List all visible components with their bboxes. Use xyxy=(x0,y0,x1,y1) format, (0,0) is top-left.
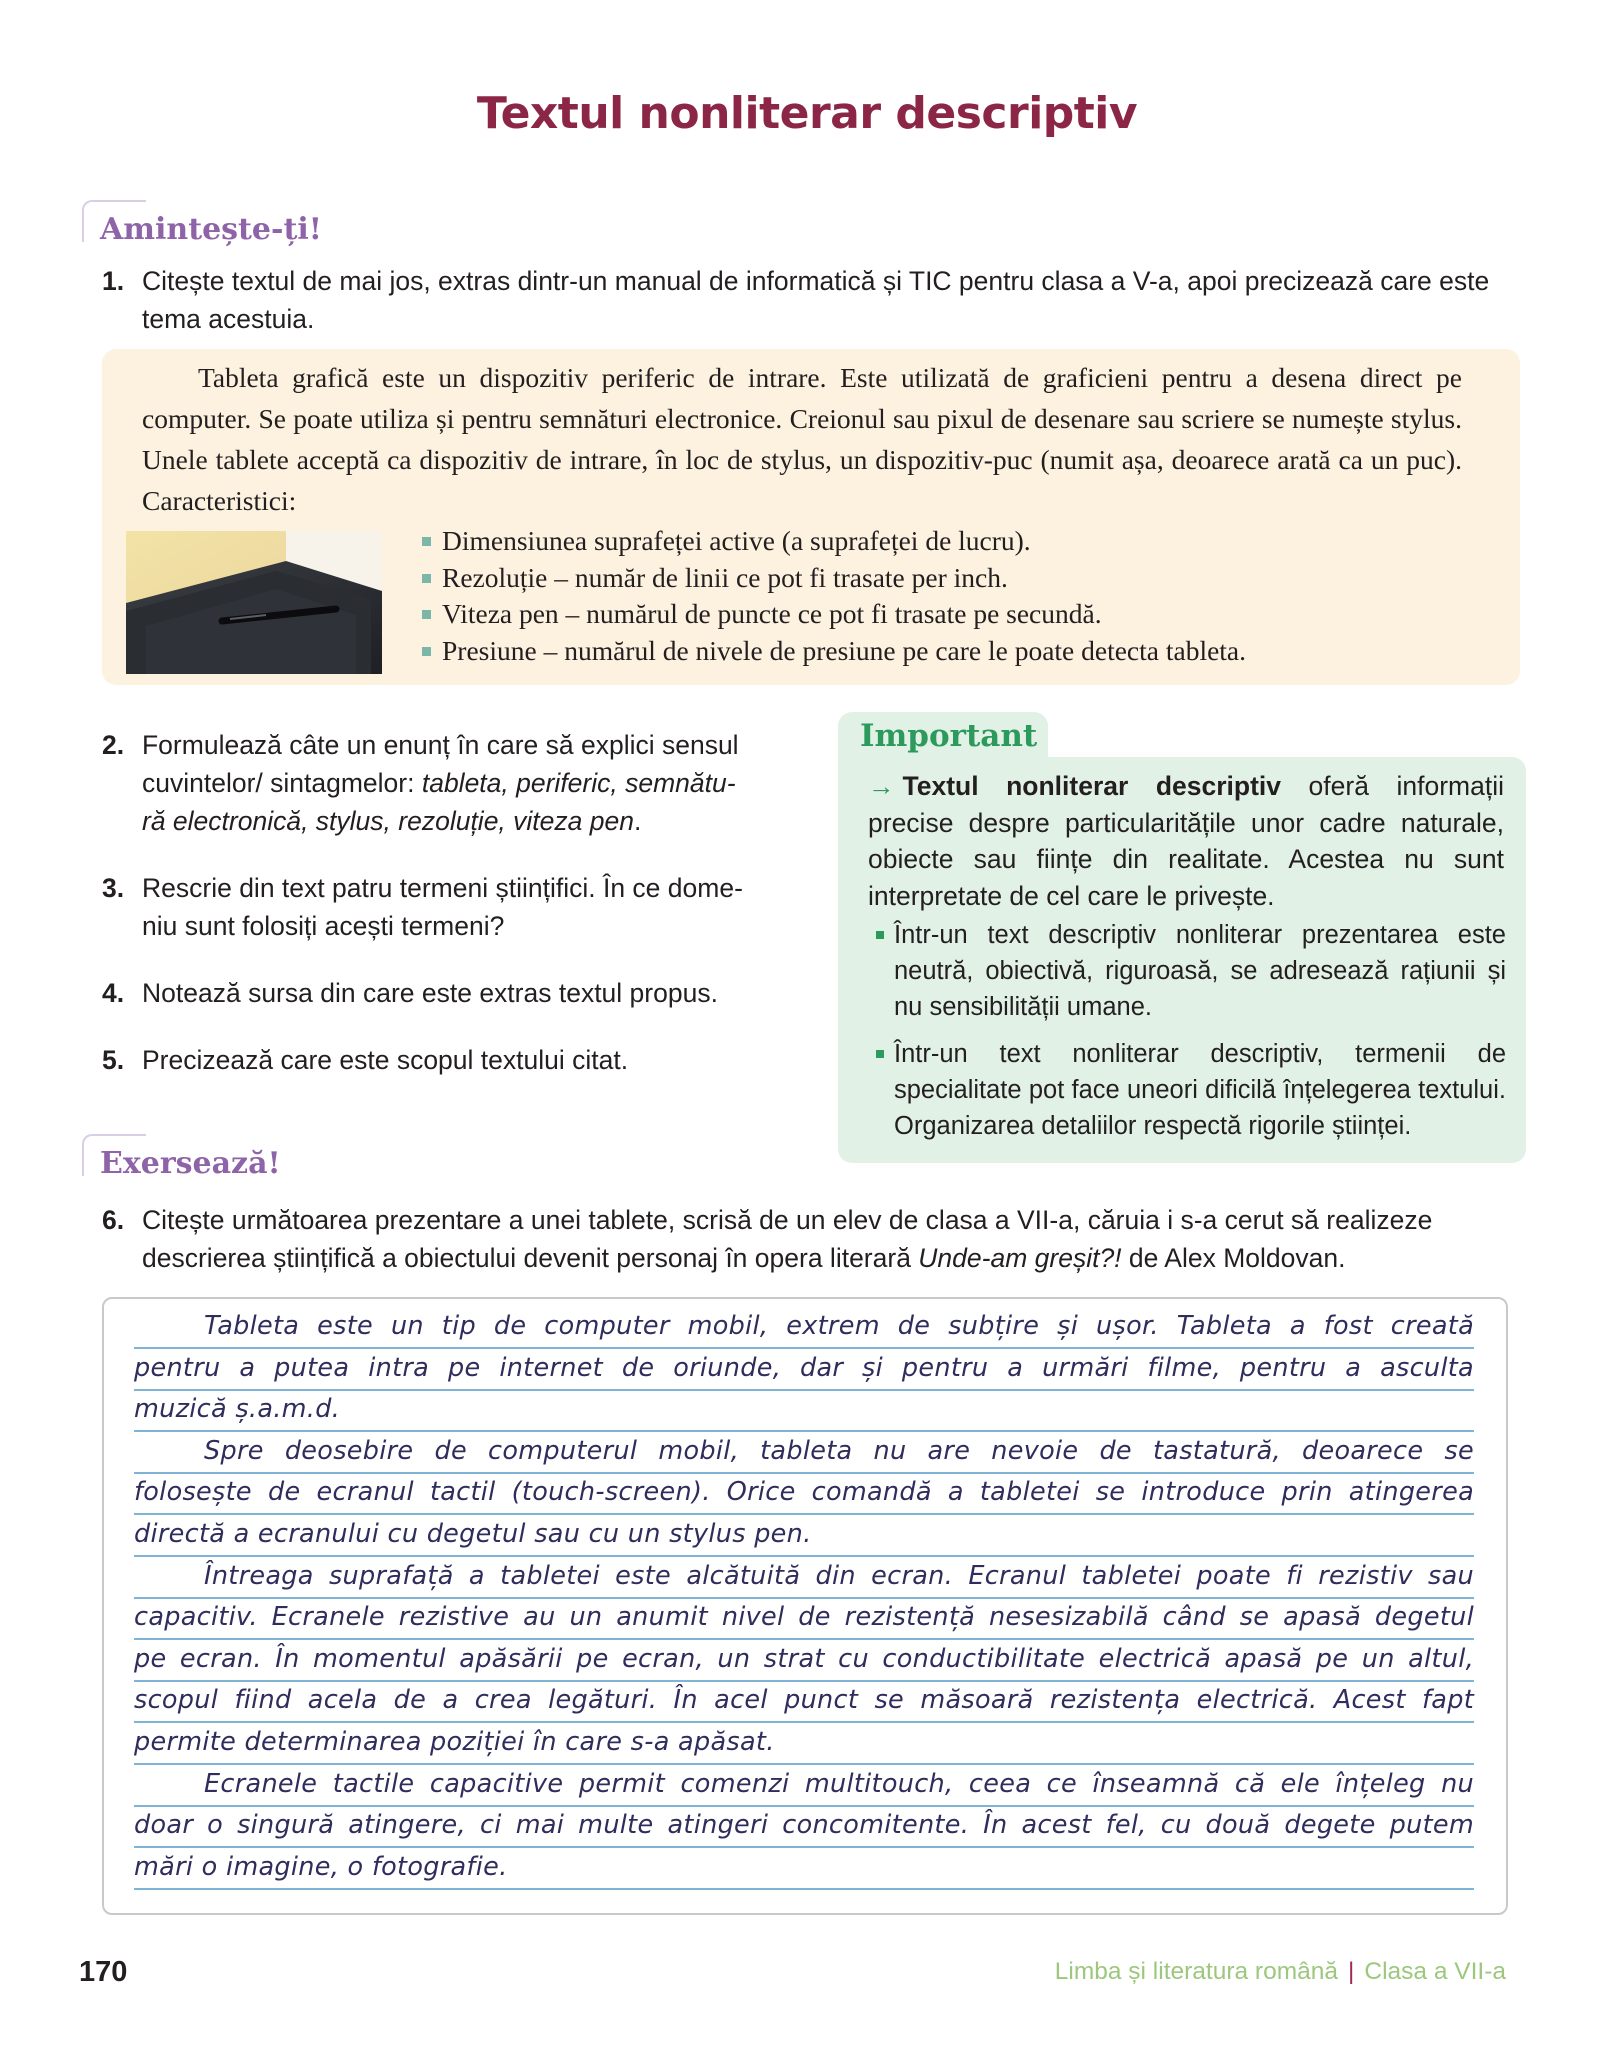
square-bullet-icon xyxy=(422,647,431,656)
handwritten-line: folosește de ecranul tactil (touch-screen). Orice comandă a tabletei se introduce prin atingerea xyxy=(134,1477,1474,1508)
important-definition: → Textul nonliterar descriptiv oferă informații precise despre particularitățile unor cadre naturale, obiecte sau ființe din realitate. Acestea nu sunt interpretate de cel care le privește. xyxy=(868,771,1504,911)
important-bullet: Într-un text nonliterar descriptiv, termenii de specialitate pot face uneori dificilă înțelegerea textului. Organizarea detaliilor respectă rigorile științei. xyxy=(876,1036,1506,1144)
exercise-2 xyxy=(102,726,792,840)
arrow-right-icon: → xyxy=(868,771,895,801)
ruled-line xyxy=(134,1638,1474,1640)
exercise-5 xyxy=(102,1041,792,1079)
exercise-number: 2. xyxy=(102,730,125,760)
ruled-line xyxy=(134,1846,1474,1848)
features-list xyxy=(422,523,1246,669)
exercise-text: Notează sursa din care este extras textul propus. xyxy=(142,978,718,1008)
exercise-3 xyxy=(102,869,792,945)
feature-item: Viteza pen – numărul de puncte ce pot fi trasate pe secundă. xyxy=(422,596,1246,633)
exercise-number: 1. xyxy=(102,266,125,296)
handwritten-line: Spre deosebire de computerul mobil, tableta nu are nevoie de tastatură, deoarece se xyxy=(204,1435,1474,1466)
exercise-6 xyxy=(102,1201,1522,1277)
handwritten-line: pentru a putea intra pe internet de oriunde, dar și pentru a urmări filme, pentru a asculta xyxy=(134,1352,1474,1383)
handwritten-line: capacitiv. Ecranele rezistive au un anumit nivel de rezistență nesesizabilă când se apasă degetul xyxy=(134,1602,1474,1633)
handwritten-line: pe ecran. În momentul apăsării pe ecran, un strat cu conductibilitate electrică apasă pe un altul, xyxy=(134,1643,1474,1674)
ruled-line xyxy=(134,1389,1474,1391)
source-paragraph: Tableta grafică este un dispozitiv periferic de intrare. Este utilizată de graficieni pentru a desena direct pe computer. Se poate utiliza și pentru semnături electronice. Creionul sau pixul de desenare sau scriere se numește stylus. Unele tablete acceptă ca dispozitiv de intrare, în loc de stylus, un dispozitiv-puc (numit așa, deoarece arată ca un puc). Caracteristici: xyxy=(142,362,1462,516)
footer-subject: Limba și literatura română xyxy=(1054,1958,1338,1985)
page-number: 170 xyxy=(79,1956,128,1988)
exercise-text: Citește următoarea prezentare a unei tablete, scrisă de un elev de clasa a VII-a, căruia i s-a cerut să realizeze descrierea științifică a obiectului devenit personaj în opera literară Unde-am greșit?! de Alex Moldovan. xyxy=(142,1205,1433,1273)
handwritten-line: scopul fiind acela de a crea legături. În acel punct se măsoară rezistența electrică. Acest fapt xyxy=(134,1685,1474,1716)
exercise-text: Precizează care este scopul textului citat. xyxy=(142,1045,629,1075)
exercise-4 xyxy=(102,974,792,1012)
handwritten-line: directă a ecranului cu degetul sau cu un stylus pen. xyxy=(134,1519,812,1549)
ruled-line xyxy=(134,1513,1474,1515)
handwritten-line: muzică ș.a.m.d. xyxy=(134,1394,341,1425)
ruled-line xyxy=(134,1721,1474,1723)
square-bullet-icon xyxy=(422,574,431,583)
important-heading: Important xyxy=(860,718,1038,754)
exercise-text: Citește textul de mai jos, extras dintr-un manual de informatică și TIC pentru clasa a V-a, apoi precizează care este tema acestuia. xyxy=(142,266,1490,334)
exercise-text: Rescrie din text patru termeni științifici. În ce dome- niu sunt folosiți acești termeni? xyxy=(142,873,743,941)
exercise-number: 6. xyxy=(102,1205,125,1235)
ruled-line xyxy=(134,1430,1474,1432)
footer-separator: | xyxy=(1348,1958,1355,1985)
feature-item: Presiune – numărul de nivele de presiune pe care le poate detecta tableta. xyxy=(422,633,1246,670)
ruled-line xyxy=(134,1472,1474,1474)
graphic-tablet-image xyxy=(126,531,382,674)
exercise-number: 3. xyxy=(102,873,125,903)
footer-grade: Clasa a VII-a xyxy=(1364,1958,1506,1985)
ruled-line xyxy=(134,1680,1474,1682)
square-bullet-icon xyxy=(422,610,431,619)
page-title: Textul nonliterar descriptiv xyxy=(476,88,1138,139)
square-bullet-icon xyxy=(422,537,431,546)
square-bullet-icon xyxy=(876,1050,884,1058)
exercise-1 xyxy=(102,262,1522,338)
handwritten-line: permite determinarea poziției în care s-a apăsat. xyxy=(134,1727,775,1757)
feature-item: Dimensiunea suprafeței active (a suprafeței de lucru). xyxy=(422,523,1246,560)
ruled-line xyxy=(134,1805,1474,1807)
ruled-line xyxy=(134,1888,1474,1890)
ruled-line xyxy=(134,1347,1474,1349)
handwritten-line: mări o imagine, o fotografie. xyxy=(134,1851,508,1882)
ruled-line xyxy=(134,1597,1474,1599)
important-bullet: Într-un text descriptiv nonliterar prezentarea este neutră, obiectivă, riguroasă, se adresează rațiunii și nu sensibilității umane. xyxy=(876,917,1506,1025)
handwritten-line: Tableta este un tip de computer mobil, extrem de subțire și ușor. Tableta a fost creată xyxy=(204,1311,1474,1341)
exercise-number: 5. xyxy=(102,1045,125,1075)
exercise-text: Formulează câte un enunț în care să explici sensul cuvintelor/ sintagmelor: tableta, periferic, semnătu- ră electronică, stylus, rezoluție, viteza pen. xyxy=(142,730,739,836)
handwritten-line: Ecranele tactile capacitive permit comenzi multitouch, ceea ce înseamnă că ele înțeleg nu xyxy=(204,1768,1474,1799)
footer-book-info xyxy=(1055,1958,1506,1986)
square-bullet-icon xyxy=(876,931,884,939)
handwritten-line: Întreaga suprafață a tabletei este alcătuită din ecran. Ecranul tabletei poate fi rezistiv sau xyxy=(204,1560,1474,1591)
handwritten-line: doar o singură atingere, ci mai multe atingeri concomitente. În acest fel, cu două degete putem xyxy=(134,1810,1474,1841)
section-heading-label: Exersează! xyxy=(100,1146,281,1181)
section-heading-label: Amintește-ți! xyxy=(100,212,322,247)
ruled-line xyxy=(134,1763,1474,1765)
ruled-line xyxy=(134,1555,1474,1557)
feature-item: Rezoluție – număr de linii ce pot fi trasate per inch. xyxy=(422,560,1246,597)
exercise-number: 4. xyxy=(102,978,125,1008)
